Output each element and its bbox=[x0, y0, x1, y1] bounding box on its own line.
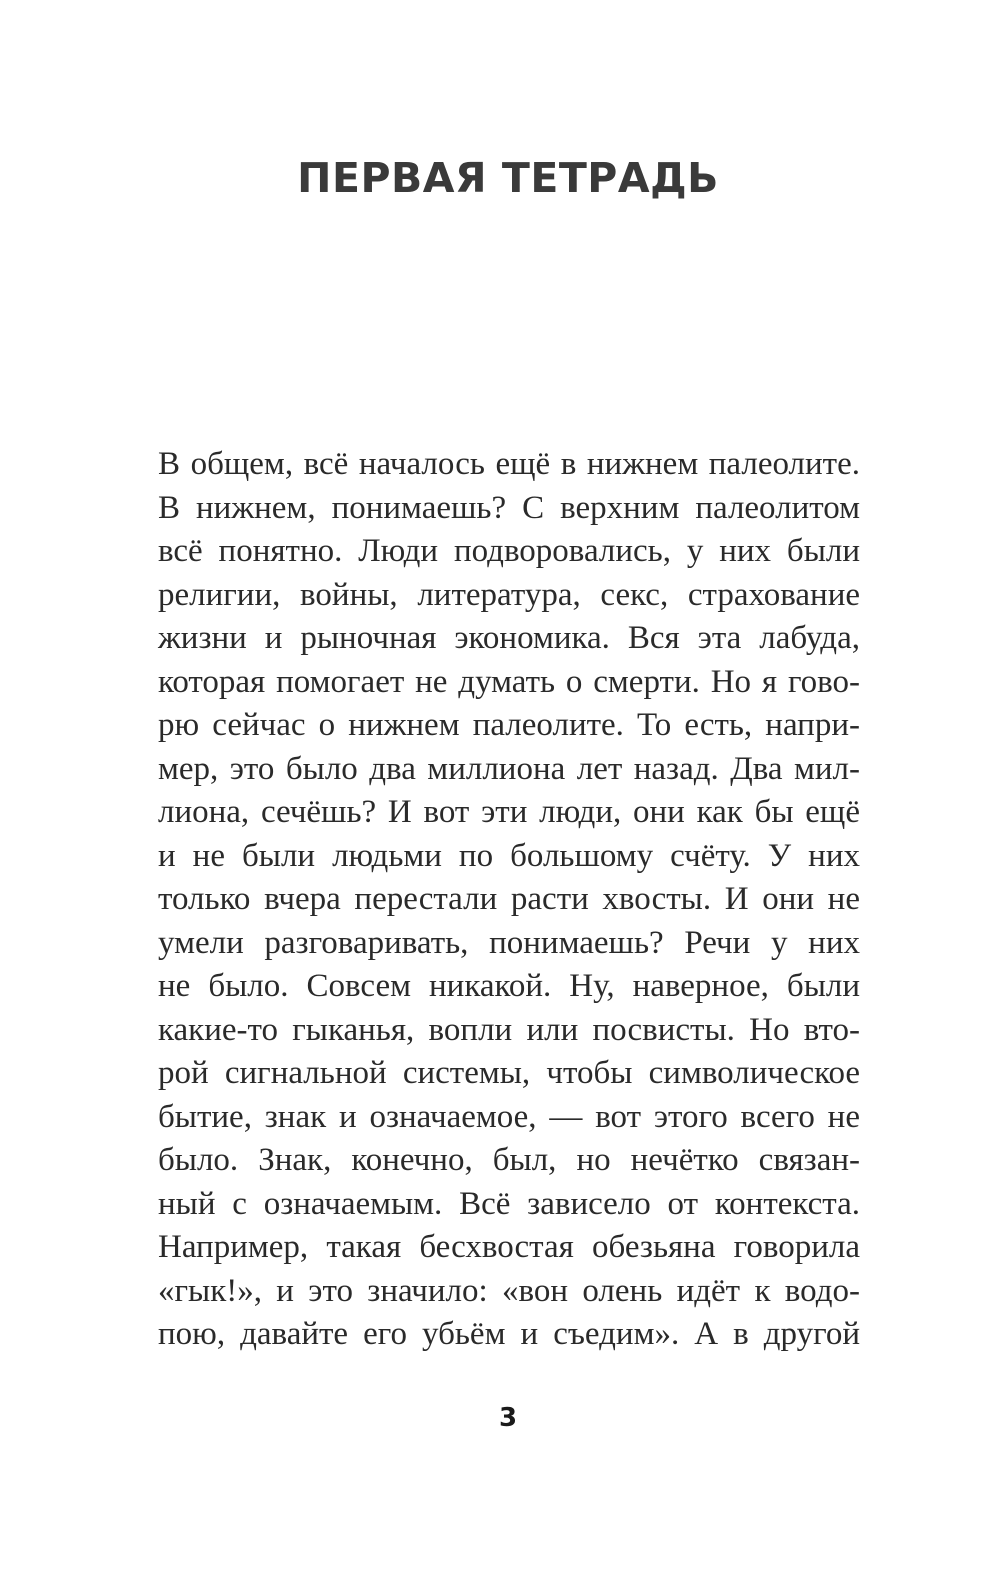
text-line: умели разговаривать, понимаешь? Речи у них bbox=[158, 924, 860, 961]
text-line: и не были людьми по большому счёту. У них bbox=[158, 837, 860, 874]
text-line: В общем, всё началось ещё в нижнем палеолите. bbox=[158, 446, 860, 482]
text-line: рой сигнальной системы, чтобы символическое bbox=[158, 1055, 860, 1091]
text-line: «гык!», и это значило: «вон олень идёт к водо- bbox=[158, 1272, 860, 1309]
text-line: всё понятно. Люди подворовались, у них были bbox=[158, 533, 860, 569]
text-line: бытие, знак и означаемое, — вот этого всего не bbox=[158, 1098, 860, 1135]
text-line: В нижнем, понимаешь? С верхним палеолитом bbox=[158, 489, 860, 526]
text-line: только вчера перестали расти хвосты. И они не bbox=[158, 881, 860, 917]
text-line: было. Знак, конечно, был, но нечётко связан- bbox=[158, 1142, 860, 1178]
text-line: рю сейчас о нижнем палеолите. То есть, напри- bbox=[158, 707, 860, 743]
text-line: Например, такая бесхвостая обезьяна говорила bbox=[158, 1229, 860, 1265]
text-line: лиона, сечёшь? И вот эти люди, они как бы ещё bbox=[158, 794, 860, 830]
page-number: 3 bbox=[498, 1403, 518, 1433]
text-line: религии, войны, литература, секс, страхование bbox=[158, 576, 860, 613]
text-line: не было. Совсем никакой. Ну, наверное, были bbox=[158, 968, 860, 1004]
text-line: жизни и рыночная экономика. Вся эта лабуда, bbox=[158, 620, 860, 656]
text-line: ный с означаемым. Всё зависело от контекста. bbox=[158, 1185, 860, 1222]
text-line: какие-то гыканья, вопли или посвисты. Но вто- bbox=[158, 1011, 860, 1048]
text-line: которая помогает не думать о смерти. Но я гово- bbox=[158, 663, 860, 700]
text-line: мер, это было два миллиона лет назад. Два мил- bbox=[158, 750, 860, 787]
text-line: пою, давайте его убьём и съедим». А в другой bbox=[158, 1316, 860, 1352]
body-text bbox=[158, 443, 860, 1357]
chapter-title: ПЕРВАЯ ТЕТРАДЬ bbox=[297, 154, 719, 202]
